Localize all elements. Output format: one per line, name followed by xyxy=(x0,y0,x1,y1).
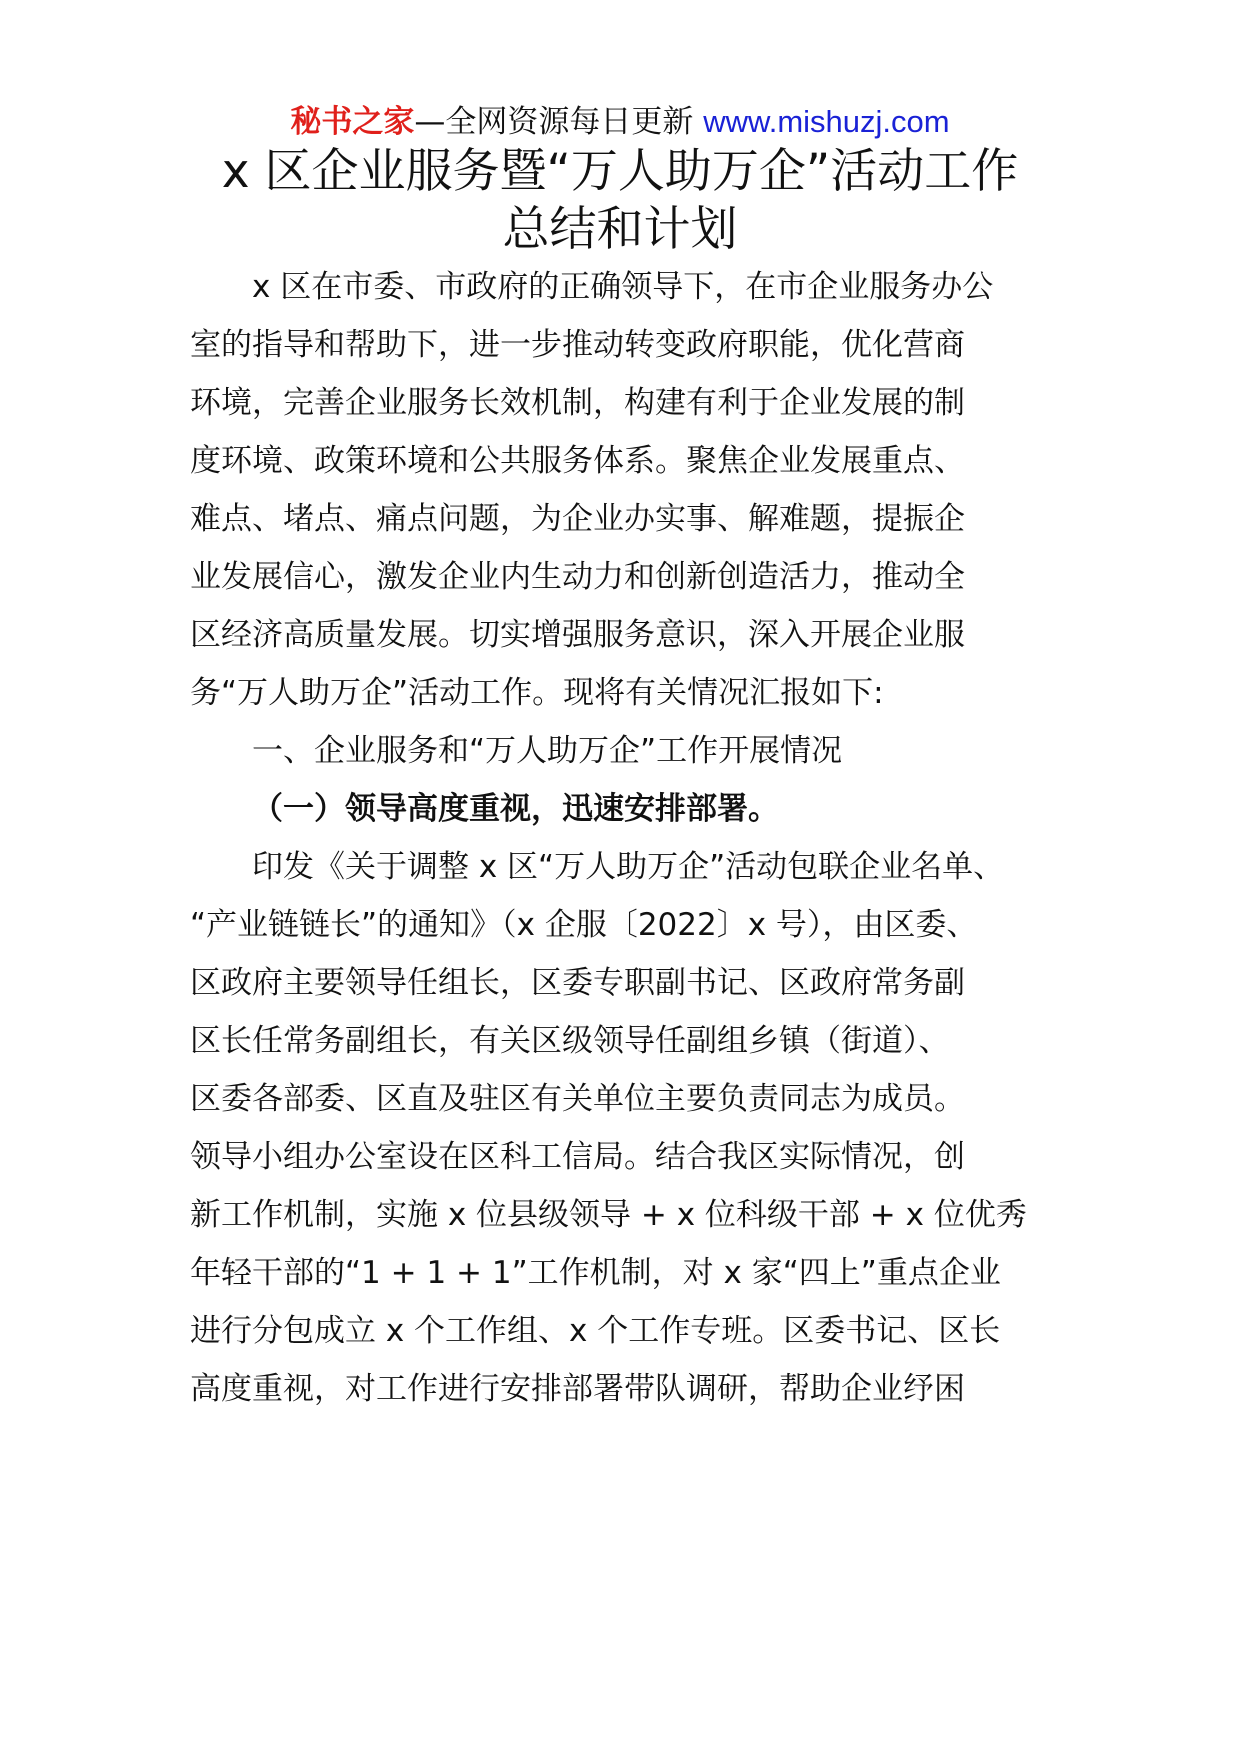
paragraph-line: 业发展信心，激发企业内生动力和创新创造活力，推动全 xyxy=(190,559,965,595)
document-title-line-2: 总结和计划 xyxy=(502,202,738,257)
paragraph-line: 区经济高质量发展。切实增强服务意识，深入开展企业服 xyxy=(190,617,965,653)
paragraph-line: 室的指导和帮助下，进一步推动转变政府职能，优化营商 xyxy=(190,327,965,363)
paragraph-line: 区委各部委、区直及驻区有关单位主要负责同志为成员。 xyxy=(190,1081,965,1117)
header-tagline: —全网资源每日更新 xyxy=(414,104,704,140)
paragraph-line: 务“万人助万企”活动工作。现将有关情况汇报如下: xyxy=(190,675,884,711)
site-header xyxy=(0,100,1240,144)
paragraph-line: “产业链链长”的通知》（x 企服〔2022〕x 号），由区委、 xyxy=(190,907,978,943)
paragraph-line: 高度重视，对工作进行安排部署带队调研，帮助企业纾困 xyxy=(190,1371,965,1407)
site-url-link[interactable]: www.mishuzj.com xyxy=(703,104,950,139)
paragraph-line: 年轻干部的“1 + 1 + 1”工作机制，对 x 家“四上”重点企业 xyxy=(190,1255,1001,1291)
paragraph-line: 区长任常务副组长，有关区级领导任副组乡镇（街道）、 xyxy=(190,1023,950,1059)
paragraph-line: 环境，完善企业服务长效机制，构建有利于企业发展的制 xyxy=(190,385,965,421)
paragraph-line: 领导小组办公室设在区科工信局。结合我区实际情况，创 xyxy=(190,1139,965,1175)
paragraph-line: x 区在市委、市政府的正确领导下，在市企业服务办公 xyxy=(252,269,994,305)
paragraph-line: 印发《关于调整 x 区“万人助万企”活动包联企业名单、 xyxy=(252,849,1005,885)
brand-name: 秘书之家 xyxy=(290,104,415,140)
paragraph-line: 进行分包成立 x 个工作组、x 个工作专班。区委书记、区长 xyxy=(190,1313,1001,1349)
section-heading: 一、企业服务和“万人助万企”工作开展情况 xyxy=(252,733,843,769)
paragraph-line: 难点、堵点、痛点问题，为企业办实事、解难题，提振企 xyxy=(190,501,965,537)
paragraph-line: 新工作机制，实施 x 位县级领导 + x 位科级干部 + x 位优秀 xyxy=(190,1197,1027,1233)
subsection-heading: （一）领导高度重视，迅速安排部署。 xyxy=(252,791,779,827)
paragraph-line: 度环境、政策环境和公共服务体系。聚焦企业发展重点、 xyxy=(190,443,965,479)
paragraph-line: 区政府主要领导任组长，区委专职副书记、区政府常务副 xyxy=(190,965,965,1001)
document-title-line-1: x 区企业服务暨“万人助万企”活动工作 xyxy=(221,144,1019,199)
